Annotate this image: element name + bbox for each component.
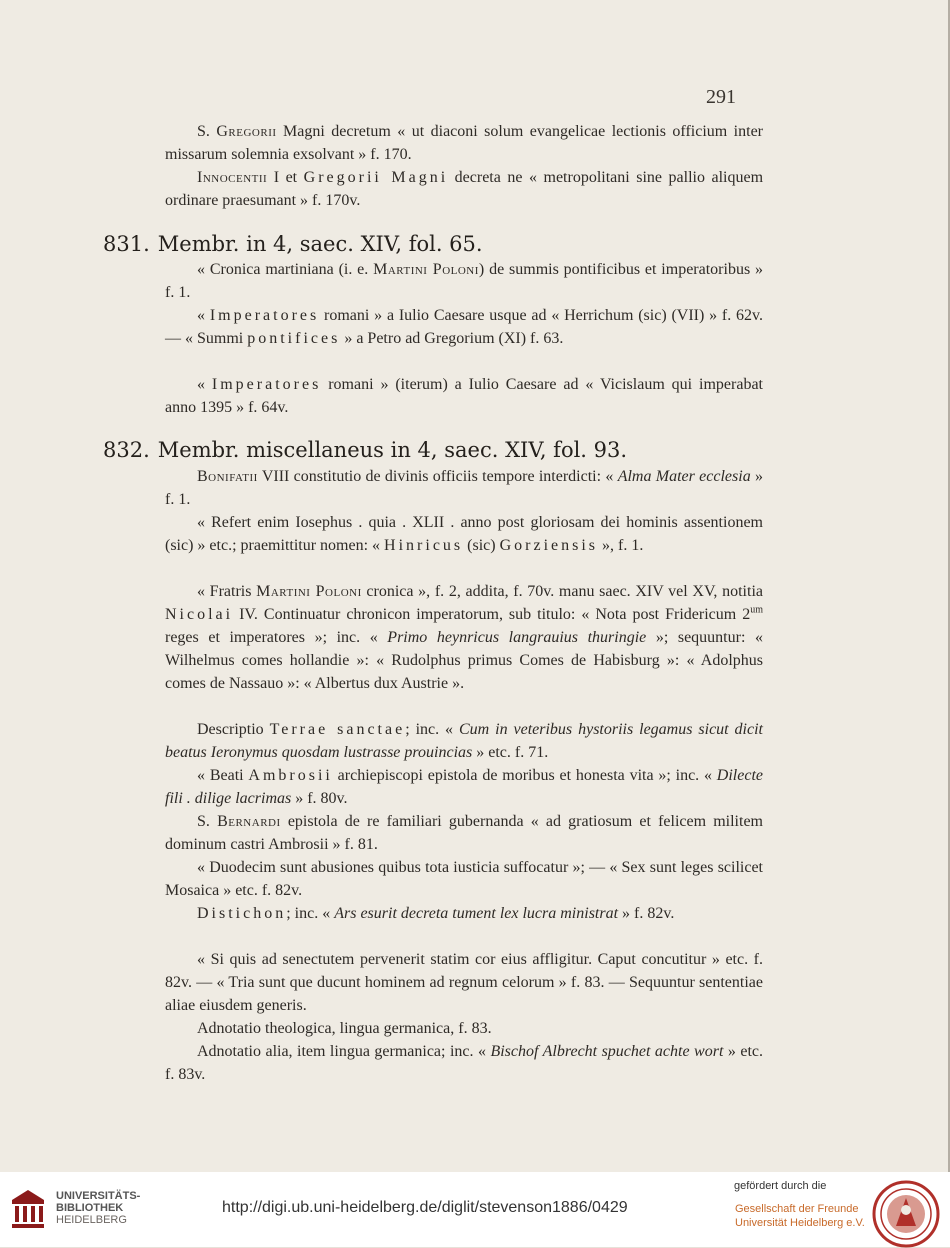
entry-832-paragraph-5: « Beati Ambrosii archiepiscopi epistola de moribus et honesta vita »; inc. « Dilecte fili . dilige lacrimas » f. 80v. <box>165 767 763 807</box>
entry-832-paragraph-1: Bonifatii VIII constitutio de divinis officiis tempore interdicti: « Alma Mater ecclesia » f. 1. <box>165 468 764 508</box>
page-number: 291 <box>706 86 736 108</box>
entry-832-paragraph-10: Adnotatio theologica, lingua germanica, f. 83. <box>197 1020 492 1037</box>
entry-832-paragraph-11: Adnotatio alia, item lingua germanica; inc. « Bischof Albrecht spuchet achte wort » etc. f. 83v. <box>165 1043 763 1083</box>
entry-831-heading: 831. Membr. in 4, saec. XIV, fol. 65. <box>103 232 483 256</box>
sponsor-caption: gefördert durch die <box>734 1180 827 1192</box>
entry-832-paragraph-9: « Si quis ad senectutem pervenerit statim cor eius affligitur. Caput concutitur » etc. f. 82v. — « Tria sunt que ducunt hominem ad regnum celorum » f. 83. — Sequuntur sententiae aliae eiusdem generis. <box>165 951 763 1014</box>
entry-832-paragraph-2: « Refert enim Iosephus . quia . XLII . anno post gloriosam dei hominis assentionem (sic) » etc.; praemittitur nomen: « Hinricus (sic) Gorziensis », f. 1. <box>165 514 763 554</box>
entry-831-paragraph-3: « Imperatores romani » (iterum) a Iulio Caesare ad « Vicislaum qui imperabat anno 1395 » f. 64v. <box>165 376 763 416</box>
library-name-line-3: HEIDELBERG <box>56 1214 127 1226</box>
library-logo-icon <box>10 1188 46 1230</box>
entry-832-paragraph-4: Descriptio Terrae sanctae; inc. « Cum in veteribus hystoriis legamus sicut dicit beatus Ieronymus quosdam lustrasse prouincias » etc. f. 71. <box>165 721 763 761</box>
library-name <box>56 1190 140 1226</box>
entry-832-paragraph-7: « Duodecim sunt abusiones quibus tota iusticia suffocatur »; — « Sex sunt leges scilicet Mosaica » etc. f. 82v. <box>165 859 763 899</box>
intro-paragraph-1: S. Gregorii Magni decretum « ut diaconi solum evangelicae lectionis officium inter missarum solemnia exsolvant » f. 170. <box>165 123 763 163</box>
university-seal-icon <box>872 1180 940 1248</box>
sponsor-name-line-1: Gesellschaft der Freunde <box>735 1203 859 1215</box>
entry-832-paragraph-3: « Fratris Martini Poloni cronica », f. 2, addita, f. 70v. manu saec. XIV vel XV, notitia Nicolai IV. Continuatur chronicon imperatorum, sub titulo: « Nota post Fridericum $2^{um}$ reges et imperatores »; inc. « Primo heynricus langrauius thuringie »; sequuntur: « Wilhelmus comes hollandie »: « Rudolphus primus Comes de Habisburg »: « Adolphus comes de Nassauo »: « Albertus dux Austrie ». <box>165 583 763 692</box>
library-name-line-2: BIBLIOTHEK <box>56 1202 124 1214</box>
entry-832-paragraph-8: Distichon; inc. « Ars esurit decreta tument lex lucra ministrat » f. 82v. <box>197 905 675 922</box>
permalink-url[interactable]: http://digi.ub.uni-heidelberg.de/diglit/stevenson1886/0429 <box>222 1199 628 1216</box>
intro-paragraph-2: Innocentii I et Gregorii Magni decreta ne « metropolitani sine pallio aliquem ordinare praesumant » f. 170v. <box>165 169 764 209</box>
entry-831-paragraph-1: « Cronica martiniana (i. e. Martini Poloni) de summis pontificibus et imperatoribus » f. 1. <box>165 261 764 301</box>
sponsor-name <box>735 1202 865 1230</box>
sponsor-name-line-2: Universität Heidelberg e.V. <box>735 1217 865 1229</box>
library-name-line-1: UNIVERSITÄTS- <box>56 1190 141 1202</box>
entry-832-paragraph-6: S. Bernardi epistola de re familiari gubernanda « ad gratiosum et felicem militem dominum castri Ambrosii » f. 81. <box>165 813 763 853</box>
entry-832-heading: 832. Membr. miscellaneus in 4, saec. XIV, fol. 93. <box>103 438 628 462</box>
entry-831-paragraph-2: « Imperatores romani » a Iulio Caesare usque ad « Herrichum (sic) (VII) » f. 62v. — « Summi pontifices » a Petro ad Gregorium (XI) f. 63. <box>165 307 764 347</box>
